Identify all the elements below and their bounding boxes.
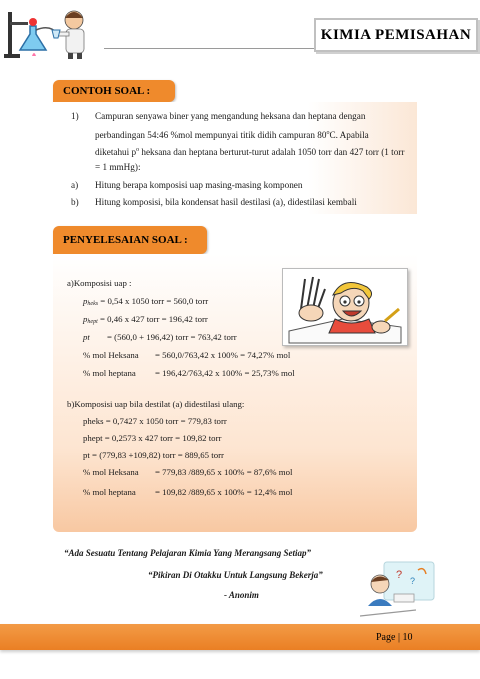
quote-decorative-rule xyxy=(360,604,416,612)
solution-a-line: % mol Heksana = 560,0/763,42 x 100% = 74,27% mol xyxy=(83,350,291,360)
solution-b-line: % mol Heksana = 779,83 /889,65 x 100% = 87,6% mol xyxy=(83,467,293,477)
chemist-logo-illustration xyxy=(2,4,102,60)
svg-text:?: ? xyxy=(410,576,416,586)
page-number: Page | 10 xyxy=(376,631,413,643)
quote-line-1: “Ada Sesuatu Tentang Pelajaran Kimia Yang Merangsang Setiap” xyxy=(64,548,311,558)
solution-section-label: PENYELESAIAN SOAL : xyxy=(53,226,207,254)
svg-text:?: ? xyxy=(396,569,403,581)
solution-a-line: pheks = 0,54 x 1050 torr = 560,0 torr xyxy=(83,296,209,307)
solution-b-heading: b)Komposisi uap bila destilat (a) didestilasi ulang: xyxy=(67,399,245,409)
problem-item-marker: 1) xyxy=(71,111,79,121)
solution-b-line: phept = 0,2573 x 427 torr = 109,82 torr xyxy=(83,433,222,443)
problem-question-a: Hitung berapa komposisi uap masing-masing komponen xyxy=(95,180,303,190)
solution-b-line: pheks = 0,7427 x 1050 torr = 779,83 torr xyxy=(83,416,227,426)
cartoon-student-image xyxy=(282,268,408,346)
problem-panel xyxy=(53,102,417,214)
quote-author: - Anonim xyxy=(224,590,259,600)
problem-text-line: diketahui $p^o$ heksana dan heptana berturut-turut adalah 1050 torr dan 427 torr (1 torr xyxy=(95,147,405,158)
problem-text-line: = 1 mmHg): xyxy=(95,162,141,172)
solution-a-line: phept = 0,46 x 427 torr = 196,42 torr xyxy=(83,314,208,325)
thinking-student-image xyxy=(366,560,436,608)
solution-b-line: pt = (779,83 +109,82) torr = 889,65 torr xyxy=(83,450,224,460)
problem-section-label: CONTOH SOAL : xyxy=(53,80,175,102)
problem-text-line: Campuran senyawa biner yang mengandung heksana dan heptana dengan xyxy=(95,111,366,121)
page-title: KIMIA PEMISAHAN xyxy=(314,18,478,52)
problem-item-marker: b) xyxy=(71,197,79,207)
quote-line-2: “Pikiran Di Otakku Untuk Langsung Bekerja” xyxy=(148,570,323,580)
problem-question-b: Hitung komposisi, bila kondensat hasil destilasi (a), didestilasi kembali xyxy=(95,197,357,207)
problem-item-marker: a) xyxy=(71,180,79,190)
problem-text-line: perbandingan 54:46 %mol mempunyai titik didih campuran 80$^o$C. Apabila xyxy=(95,130,369,141)
solution-b-line: % mol heptana = 109,82 /889,65 x 100% = 12,4% mol xyxy=(83,487,293,497)
solution-a-heading: a)Komposisi uap : xyxy=(67,278,132,288)
solution-a-line: % mol heptana = 196,42/763,42 x 100% = 25,73% mol xyxy=(83,368,295,378)
solution-a-line: pt = (560,0 + 196,42) torr = 763,42 torr xyxy=(83,332,237,342)
